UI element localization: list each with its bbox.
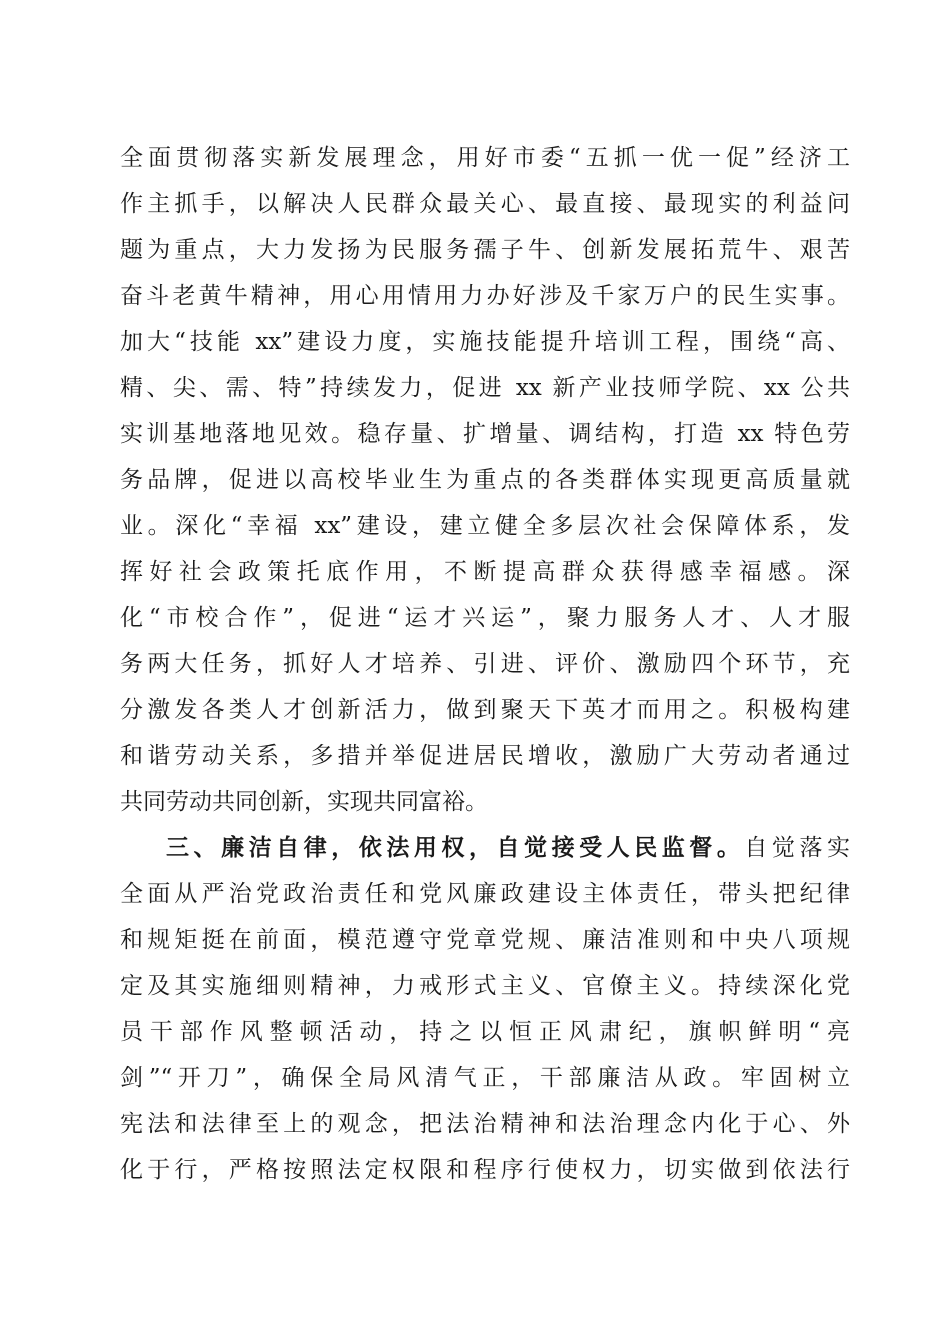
paragraph1-line-15: 共同劳动共同创新，实现共同富裕。: [120, 789, 488, 815]
paragraph1-line-1: 全面贯彻落实新发展理念，用好市委“五抓一优一促”经济工: [120, 145, 850, 171]
paragraph2-first-line-text: 自觉落实: [744, 835, 851, 861]
paragraph1-line-3: 题为重点，大力发扬为民服务孺子牛、创新发展拓荒牛、艰苦: [120, 237, 850, 263]
paragraph2-line-6: 剑”“开刀”，确保全局风清气正，干部廉洁从政。牢固树立: [120, 1065, 850, 1091]
paragraph1-line-14: 和谐劳动关系，多措并举促进居民增收，激励广大劳动者通过: [120, 743, 850, 769]
paragraph2-line-5: 员干部作风整顿活动，持之以恒正风肃纪，旗帜鲜明“亮: [120, 1019, 850, 1045]
paragraph1-line-4: 奋斗老黄牛精神，用心用情用力办好涉及千家万户的民生实事。: [120, 283, 850, 309]
paragraph1-line-12: 务两大任务，抓好人才培养、引进、评价、激励四个环节，充: [120, 651, 850, 677]
paragraph2-line-7: 宪法和法律至上的观念，把法治精神和法治理念内化于心、外: [120, 1111, 850, 1137]
paragraph1-line-5: 加大“技能 xx”建设力度，实施技能提升培训工程，围绕“高、: [120, 329, 850, 355]
paragraph2-line-8: 化于行，严格按照法定权限和程序行使权力，切实做到依法行: [120, 1157, 850, 1183]
paragraph1-line-13: 分激发各类人才创新活力，做到聚天下英才而用之。积极构建: [120, 697, 850, 723]
paragraph2-line-3: 和规矩挺在前面，模范遵守党章党规、廉洁准则和中央八项规: [120, 927, 850, 953]
paragraph2-line-2: 全面从严治党政治责任和党风廉政建设主体责任，带头把纪律: [120, 881, 850, 907]
paragraph1-line-9: 业。深化“幸福 xx”建设，建立健全多层次社会保障体系，发: [120, 513, 850, 539]
paragraph1-line-11: 化“市校合作”，促进“运才兴运”，聚力服务人才、人才服: [120, 605, 850, 631]
section-heading: 三、廉洁自律，依法用权，自觉接受人民监督。: [166, 835, 745, 861]
paragraph1-line-6: 精、尖、需、特”持续发力，促进 xx 新产业技师学院、xx 公共: [120, 375, 850, 401]
paragraph2-first-line: [166, 831, 850, 865]
paragraph1-line-7: 实训基地落地见效。稳存量、扩增量、调结构，打造 xx 特色劳: [120, 421, 850, 447]
paragraph1-line-10: 挥好社会政策托底作用，不断提高群众获得感幸福感。深: [120, 559, 850, 585]
paragraph1-line-8: 务品牌，促进以高校毕业生为重点的各类群体实现更高质量就: [120, 467, 850, 493]
paragraph1-line-2: 作主抓手，以解决人民群众最关心、最直接、最现实的利益问: [120, 191, 850, 217]
paragraph2-line-4: 定及其实施细则精神，力戒形式主义、官僚主义。持续深化党: [120, 973, 850, 999]
